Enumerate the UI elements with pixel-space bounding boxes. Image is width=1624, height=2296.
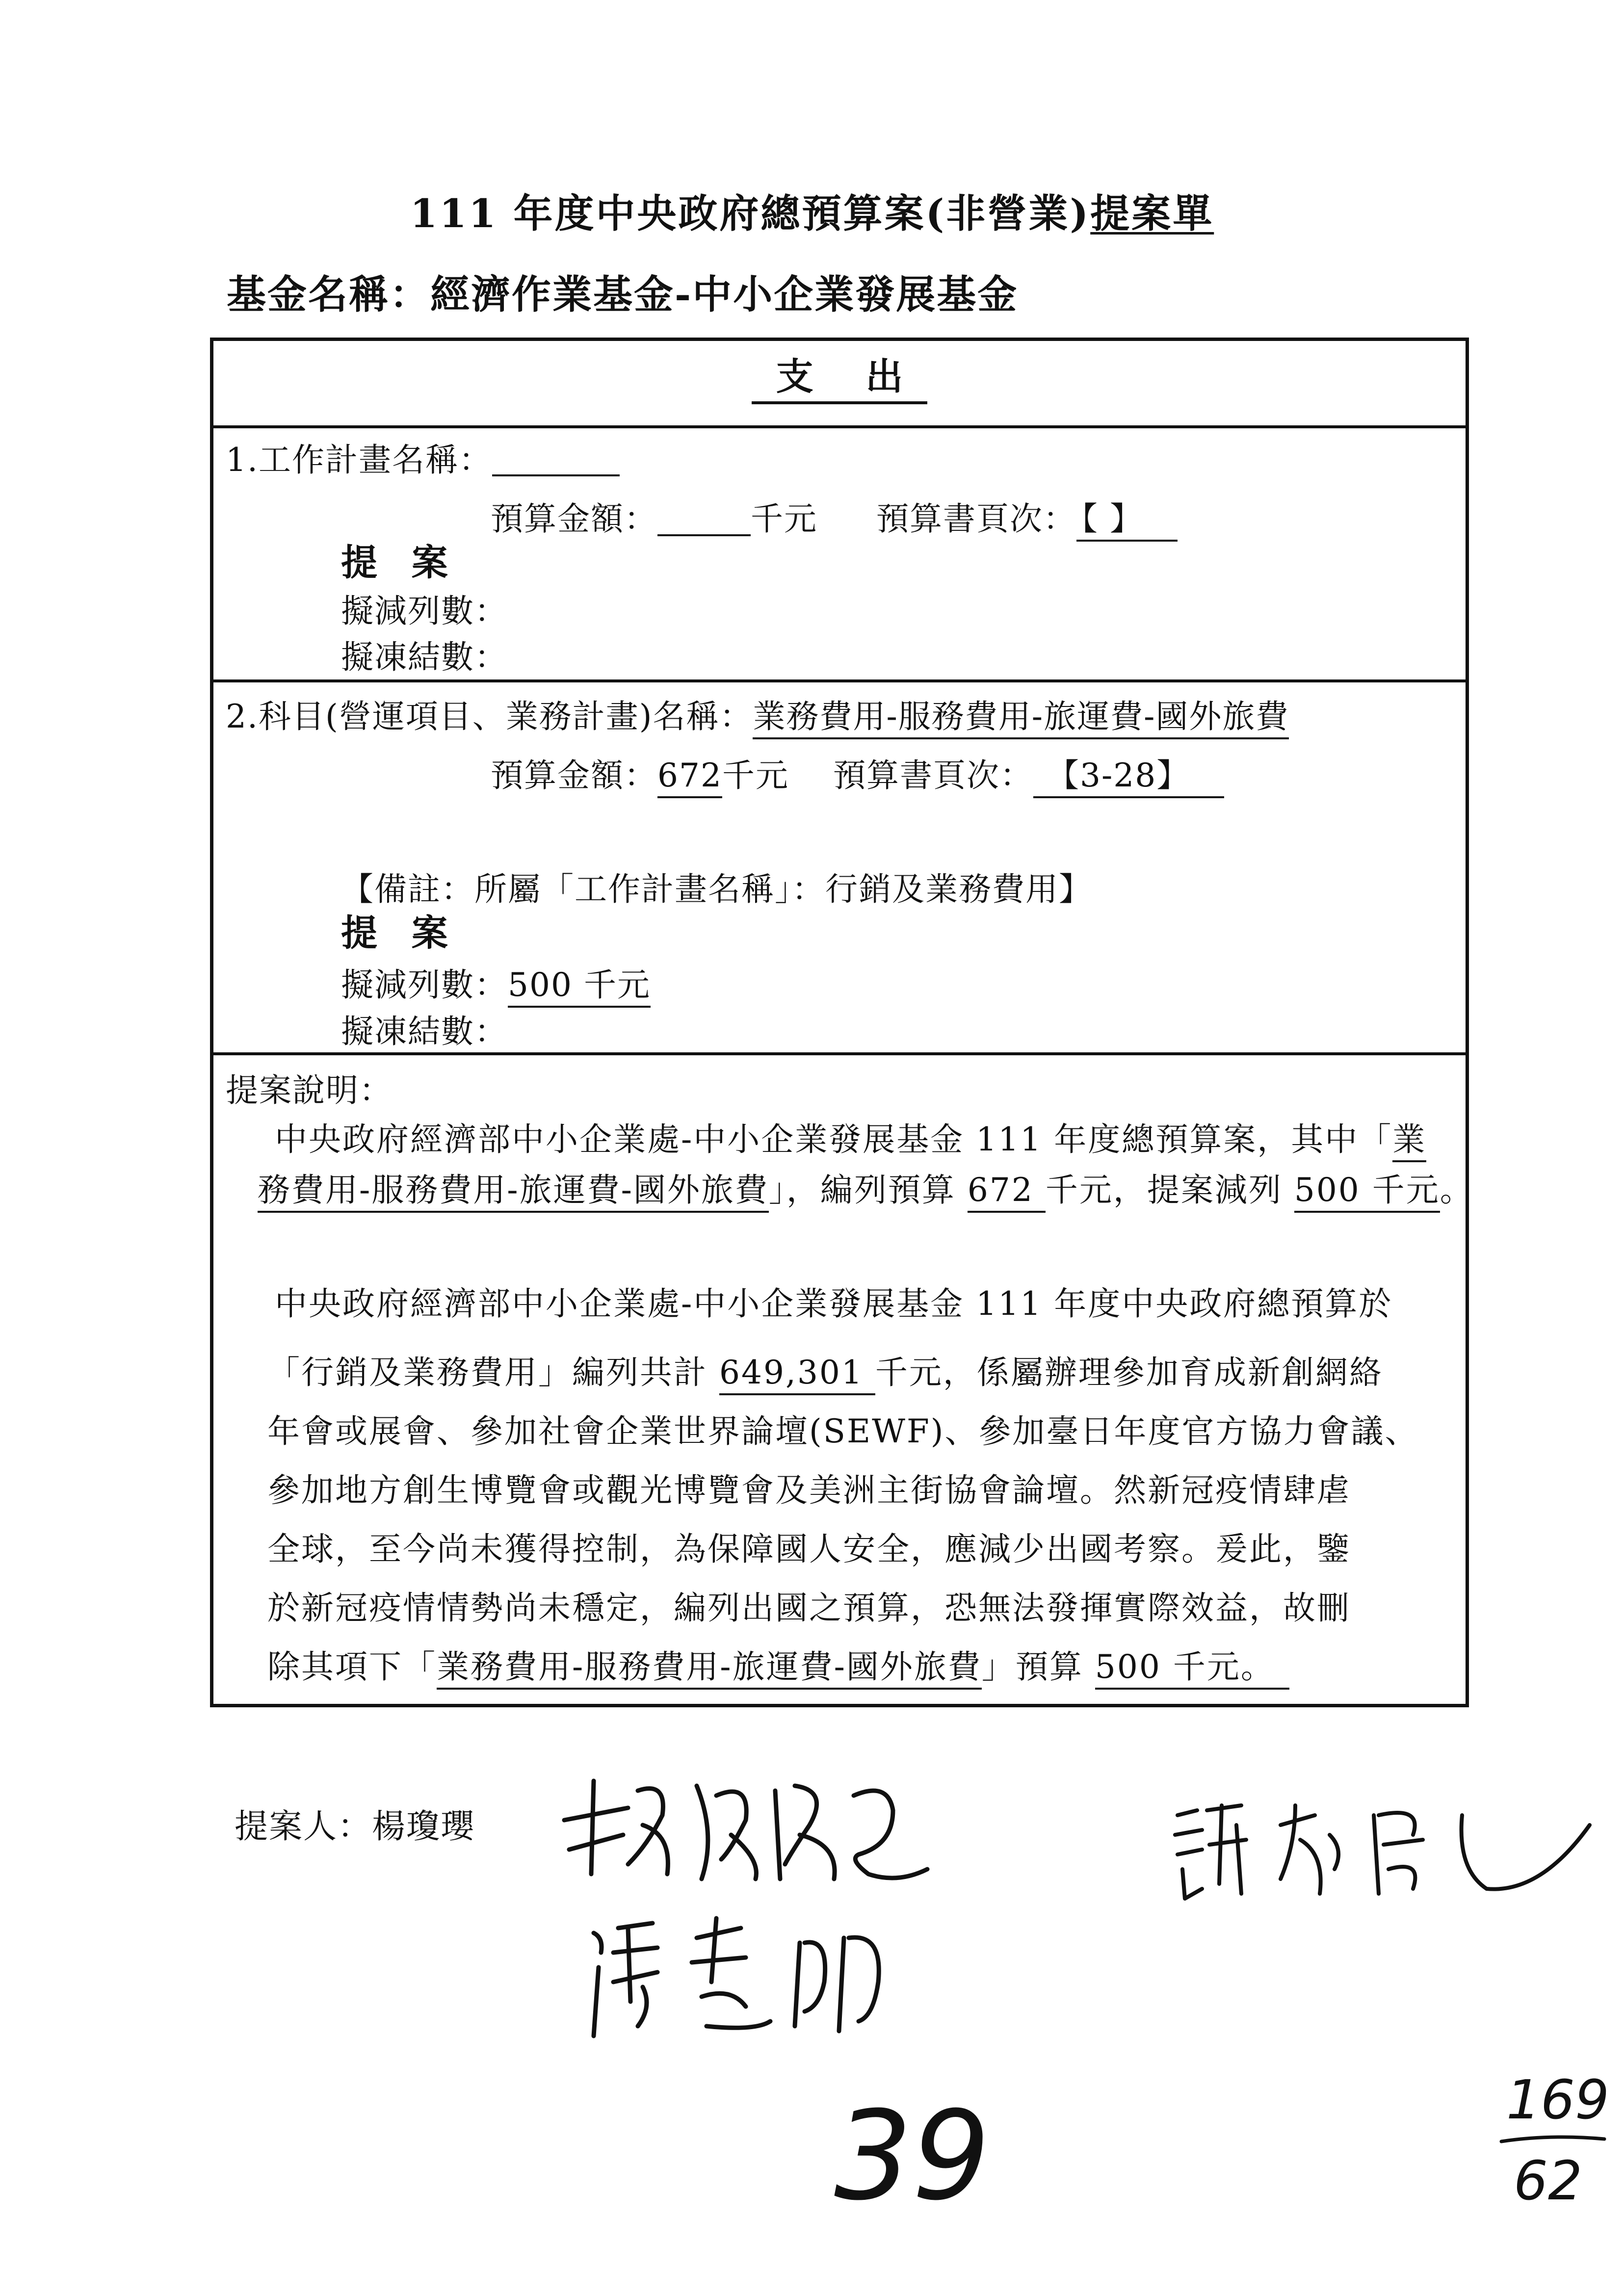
page-title xyxy=(0,190,1624,236)
signature-1 xyxy=(554,1761,947,1889)
item1-budget-blank xyxy=(657,505,751,536)
title-main: 111 年度中央政府總預算案(非營業) xyxy=(410,190,1091,236)
signature-3 xyxy=(584,1908,927,2046)
handwritten-corner-top: 169 xyxy=(1506,2068,1609,2131)
handwritten-page-number: 39 xyxy=(834,2085,991,2227)
item2-page-value: 【3-28】 xyxy=(1033,757,1224,798)
fund-name: 基金名稱：經濟作業基金-中小企業發展基金 xyxy=(227,271,1019,317)
explanation-p1-line2: 務費用-服務費用-旅運費-國外旅費」，編列預算 672 千元，提案減列 500 千元。 xyxy=(258,1174,1474,1206)
item2-freeze-label: 擬凍結數： xyxy=(341,1013,508,1050)
item2-cut-line: 擬減列數：500 千元 xyxy=(341,969,651,1001)
explanation-p2-line7: 除其項下「業務費用-服務費用-旅運費-國外旅費」預算 500 千元。 xyxy=(267,1651,1289,1683)
explanation-p2-line1: 中央政府經濟部中小企業處-中小企業發展基金 111 年度中央政府總預算於 xyxy=(275,1285,1393,1323)
item2-proposal-heading: 提 案 xyxy=(341,912,459,954)
explanation-p2-line3: 年會或展會、參加社會企業世界論壇(SEWF)、參加臺日年度官方協力會議、 xyxy=(267,1412,1419,1450)
explanation-p2-line4: 參加地方創生博覽會或觀光博覽會及美洲主街協會論壇。然新冠疫情肆虐 xyxy=(267,1471,1351,1509)
item1-proposal-heading: 提 案 xyxy=(341,542,459,584)
signature-2 xyxy=(1168,1796,1609,1904)
item1-freeze-label: 擬凍結數： xyxy=(341,638,508,676)
item2-budget-line: 預算金額：672千元 預算書頁次： 【3-28】 xyxy=(491,759,1224,792)
explanation-p2-line6: 於新冠疫情情勢尚未穩定，編列出國之預算，恐無法發揮實際效益，故刪 xyxy=(267,1589,1351,1627)
item2-remark: 【備註：所屬「工作計畫名稱」：行銷及業務費用】 xyxy=(341,870,1092,908)
section-heading xyxy=(210,355,1469,398)
item1-work-plan-label: 1.工作計畫名稱： xyxy=(226,444,620,476)
item1-budget-line: 預算金額： 千元 預算書頁次： 【 】 xyxy=(491,503,1178,536)
explanation-p2-line2: 「行銷及業務費用」編列共計 649,301 千元，係屬辦理參加育成新創網絡 xyxy=(267,1357,1383,1389)
row-divider xyxy=(213,425,1466,428)
explanation-heading: 提案說明： xyxy=(226,1071,393,1109)
item2-budget-value: 672 xyxy=(657,757,722,798)
item2-account-line: 2.科目(營運項目、業務計畫)名稱：業務費用-服務費用-旅運費-國外旅費 xyxy=(226,701,1289,733)
item2-cut-value: 500 千元 xyxy=(508,966,651,1008)
explanation-p2-line5: 全球，至今尚未獲得控制，為保障國人安全，應減少出國考察。爰此，鑒 xyxy=(267,1530,1351,1568)
item2-account: 業務費用-服務費用-旅運費-國外旅費 xyxy=(753,698,1289,739)
row-divider xyxy=(213,679,1466,682)
handwritten-corner-bottom: 62 xyxy=(1514,2149,1582,2212)
row-divider xyxy=(213,1052,1466,1055)
fraction-line xyxy=(1496,2132,1609,2146)
item1-work-plan-blank xyxy=(492,445,620,476)
title-suffix: 提案單 xyxy=(1090,190,1214,236)
proposer: 提案人：楊瓊瓔 xyxy=(235,1807,475,1846)
explanation-p1-line1: 中央政府經濟部中小企業處-中小企業發展基金 111 年度總預算案，其中「業 xyxy=(275,1123,1426,1156)
item1-page-value: 【 】 xyxy=(1076,500,1178,542)
item1-cut-label: 擬減列數： xyxy=(341,592,508,630)
section-heading-text: 支 出 xyxy=(752,355,927,404)
